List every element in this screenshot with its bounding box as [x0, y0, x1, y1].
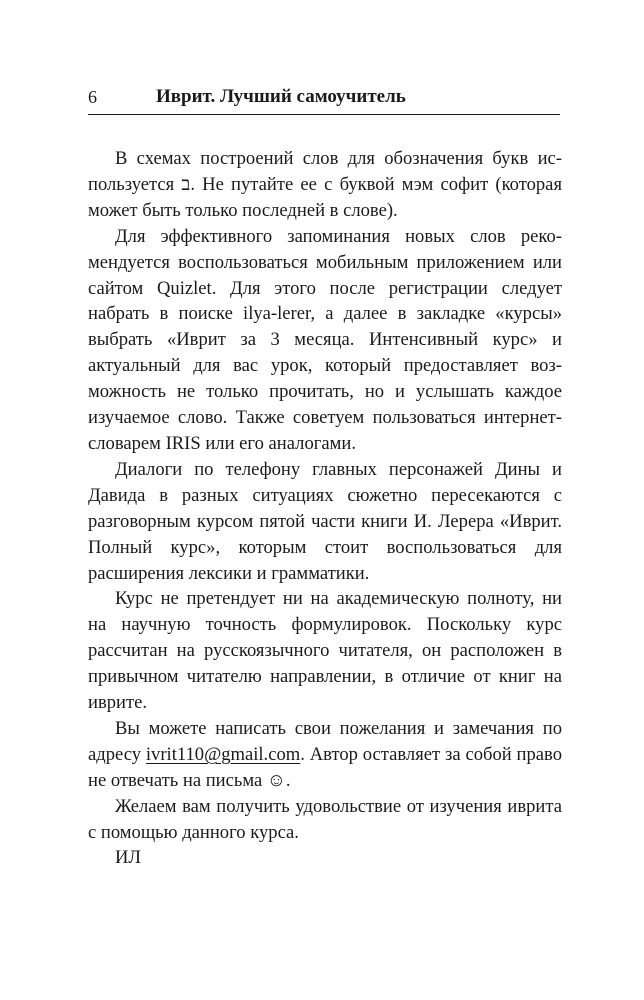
email-link[interactable]: ivrit110@gmail.com	[145, 743, 301, 765]
paragraph-text: . Автор оставляет за собой право не отвечать на письма ☺.	[88, 743, 562, 791]
page-header	[88, 86, 560, 115]
paragraph-text: В схемах построений слов для обозначения букв используется	[88, 148, 562, 195]
body-text	[88, 146, 562, 871]
signature: ИЛ	[115, 847, 142, 869]
paragraph-quizlet: Для эффективного запоминания новых слов рекомендуется воспользоваться мобильным приложением или сайтом Quizlet. Для этого после регистрации следует набрать в поиске ilya-lerer, а далее в закладке «курсы» выбрать «Иврит за 3 месяца. Интенсивный курс» и актуальный для вас урок, который предоставляет возможность не только прочитать, но и услышать каждое изучаемое слово. Также советуем пользоваться интернет-словарем IRIS или его аналогами.	[88, 225, 562, 454]
page-number: 6	[88, 87, 97, 107]
hebrew-letter: ב	[181, 173, 191, 195]
paragraph-course-scope: Курс не претендует ни на академическую полноту, ни на научную точность формулировок. Поскольку курс рассчитан на русскоязычного читателя, он расположен в привычном читателю направлении, в отличие от книг на иврите.	[88, 588, 562, 714]
running-title: Иврит. Лучший самоучитель	[156, 86, 406, 107]
paragraph-contact	[88, 716, 562, 794]
paragraph-dialogues: Диалоги по телефону главных персонажей Дины и Давида в разных ситуациях сюжетно пересекаются с разговорным курсом пятой части книги И. Лерера «Иврит. Полный курс», которым стоит воспользоваться для расширения лексики и грамматики.	[88, 458, 562, 584]
paragraph-wishes: Желаем вам получить удовольствие от изучения иврита с помощью данного курса.	[88, 795, 562, 843]
paragraph-text: . Не путайте ее с буквой мэм софит (которая может быть только последней в слове).	[88, 173, 562, 221]
paragraph-scheme-letter	[88, 146, 562, 224]
paragraph-text: Вы можете написать свои пожелания и замечания по адресу	[88, 717, 562, 765]
